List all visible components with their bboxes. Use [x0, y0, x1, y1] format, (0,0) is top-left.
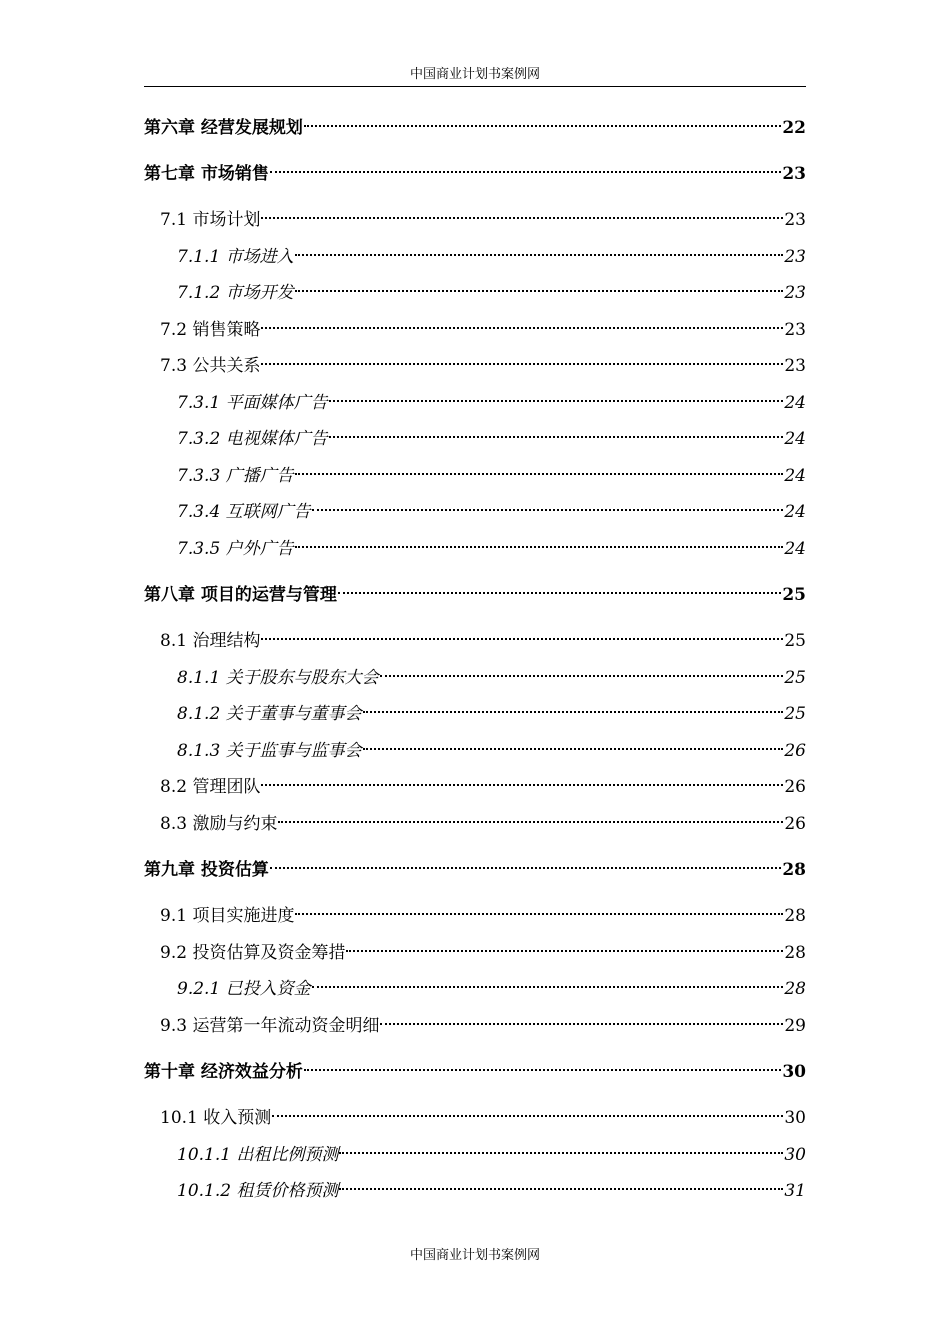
- toc-entry-title: 第六章 经营发展规划: [144, 118, 303, 138]
- toc-leader-dots: [278, 821, 783, 823]
- toc-entry-title: 7.1.2 市场开发: [177, 283, 294, 303]
- toc-entry-page: 24: [784, 539, 806, 559]
- toc-entry-page: 23: [784, 356, 806, 376]
- toc-leader-dots: [346, 950, 783, 952]
- toc-leader-dots: [295, 254, 784, 256]
- toc-entry-title: 10.1 收入预测: [160, 1108, 272, 1128]
- toc-leader-dots: [304, 1069, 781, 1071]
- toc-entry-page: 23: [782, 164, 806, 184]
- toc-entry-title: 第八章 项目的运营与管理: [144, 585, 337, 605]
- toc-entry-page: 23: [784, 247, 806, 267]
- toc-leader-dots: [295, 546, 784, 548]
- toc-entry-page: 31: [784, 1181, 806, 1201]
- toc-entry[interactable]: [144, 582, 806, 608]
- toc-leader-dots: [329, 436, 784, 438]
- toc-entry-page: 28: [784, 979, 806, 999]
- toc-entry-title: 第七章 市场销售: [144, 164, 269, 184]
- toc-entry-title: 8.3 激励与约束: [160, 814, 278, 834]
- toc-entry-page: 24: [784, 502, 806, 522]
- toc-leader-dots: [380, 675, 784, 677]
- toc-entry-page: 28: [784, 906, 806, 926]
- toc-entry[interactable]: [160, 1105, 806, 1131]
- toc-entry-page: 24: [784, 466, 806, 486]
- toc-leader-dots: [339, 1152, 783, 1154]
- toc-entry-title: 7.3.5 户外广告: [177, 539, 294, 559]
- toc-entry-title: 7.2 销售策略: [160, 320, 261, 340]
- toc-entry[interactable]: [177, 426, 806, 452]
- toc-entry[interactable]: [144, 857, 806, 883]
- toc-entry[interactable]: [160, 1013, 806, 1039]
- toc-entry-page: 23: [784, 210, 806, 230]
- toc-entry-page: 28: [784, 943, 806, 963]
- toc-entry-title: 9.2.1 已投入资金: [177, 979, 311, 999]
- toc-leader-dots: [295, 290, 784, 292]
- toc-entry[interactable]: [160, 811, 806, 837]
- toc-leader-dots: [312, 986, 784, 988]
- toc-entry-title: 9.2 投资估算及资金筹措: [160, 943, 346, 963]
- toc-entry-title: 7.3.2 电视媒体广告: [177, 429, 328, 449]
- toc-leader-dots: [261, 784, 783, 786]
- toc-entry-page: 28: [782, 860, 806, 880]
- toc-entry-page: 24: [784, 429, 806, 449]
- toc-entry-title: 9.1 项目实施进度: [160, 906, 295, 926]
- toc-entry-title: 7.3 公共关系: [160, 356, 261, 376]
- toc-entry-page: 26: [784, 777, 806, 797]
- toc-entry-title: 8.1.1 关于股东与股东大会: [177, 668, 379, 688]
- toc-entry-title: 第十章 经济效益分析: [144, 1062, 303, 1082]
- toc-entry[interactable]: [160, 903, 806, 929]
- toc-entry-page: 23: [784, 320, 806, 340]
- toc-entry[interactable]: [160, 317, 806, 343]
- toc-entry-page: 25: [784, 631, 806, 651]
- toc-entry-page: 23: [784, 283, 806, 303]
- toc-entry[interactable]: [177, 701, 806, 727]
- toc-entry[interactable]: [177, 1178, 806, 1204]
- toc-entry[interactable]: [144, 161, 806, 187]
- toc-leader-dots: [261, 327, 783, 329]
- toc-entry-title: 8.1.2 关于董事与董事会: [177, 704, 362, 724]
- toc-entry-title: 7.1.1 市场进入: [177, 247, 294, 267]
- toc-entry-title: 7.3.4 互联网广告: [177, 502, 311, 522]
- toc-entry-title: 7.3.3 广播广告: [177, 466, 294, 486]
- toc-leader-dots: [261, 363, 783, 365]
- toc-entry[interactable]: [160, 207, 806, 233]
- toc-entry-page: 26: [784, 741, 806, 761]
- toc-entry-page: 29: [784, 1016, 806, 1036]
- toc-leader-dots: [261, 217, 783, 219]
- toc-entry[interactable]: [177, 536, 806, 562]
- toc-entry-page: 22: [782, 118, 806, 138]
- toc-leader-dots: [329, 400, 784, 402]
- toc-entry[interactable]: [160, 774, 806, 800]
- toc-entry-title: 10.1.2 租赁价格预测: [177, 1181, 339, 1201]
- toc-leader-dots: [312, 509, 784, 511]
- toc-leader-dots: [295, 913, 783, 915]
- page-header: 中国商业计划书案例网: [144, 66, 806, 87]
- toc-leader-dots: [272, 1115, 783, 1117]
- toc-entry[interactable]: [177, 738, 806, 764]
- toc-leader-dots: [270, 171, 781, 173]
- toc-entry[interactable]: [144, 115, 806, 141]
- toc-entry[interactable]: [177, 665, 806, 691]
- toc-entry-page: 24: [784, 393, 806, 413]
- toc-entry[interactable]: [177, 244, 806, 270]
- toc-entry[interactable]: [177, 976, 806, 1002]
- toc-leader-dots: [363, 748, 784, 750]
- toc-leader-dots: [270, 867, 781, 869]
- toc-entry-title: 7.3.1 平面媒体广告: [177, 393, 328, 413]
- toc-entry[interactable]: [160, 628, 806, 654]
- toc-entry[interactable]: [177, 463, 806, 489]
- toc-leader-dots: [295, 473, 784, 475]
- toc-leader-dots: [338, 592, 781, 594]
- toc-entry-page: 25: [784, 704, 806, 724]
- toc-entry[interactable]: [144, 1059, 806, 1085]
- toc-entry-title: 8.1.3 关于监事与监事会: [177, 741, 362, 761]
- toc-entry[interactable]: [177, 499, 806, 525]
- toc-entry-title: 第九章 投资估算: [144, 860, 269, 880]
- toc-leader-dots: [339, 1188, 783, 1190]
- toc-entry[interactable]: [160, 353, 806, 379]
- toc-leader-dots: [304, 125, 781, 127]
- toc-entry-title: 8.2 管理团队: [160, 777, 261, 797]
- toc-entry-title: 10.1.1 出租比例预测: [177, 1145, 339, 1165]
- toc-entry-page: 25: [782, 585, 806, 605]
- page-footer: 中国商业计划书案例网: [409, 1248, 540, 1263]
- toc-entry-page: 30: [784, 1145, 806, 1165]
- toc-entry[interactable]: [177, 1142, 806, 1168]
- toc-leader-dots: [363, 711, 784, 713]
- toc-entry-title: 7.1 市场计划: [160, 210, 261, 230]
- toc-entry-title: 9.3 运营第一年流动资金明细: [160, 1016, 380, 1036]
- toc-entry[interactable]: [177, 280, 806, 306]
- toc-entry-page: 30: [782, 1062, 806, 1082]
- toc-entry-page: 30: [784, 1108, 806, 1128]
- toc-entry-page: 25: [784, 668, 806, 688]
- toc-leader-dots: [380, 1023, 783, 1025]
- toc-entry-page: 26: [784, 814, 806, 834]
- toc-entry[interactable]: [160, 940, 806, 966]
- toc-entry[interactable]: [177, 390, 806, 416]
- toc-leader-dots: [261, 638, 783, 640]
- toc-entry-title: 8.1 治理结构: [160, 631, 261, 651]
